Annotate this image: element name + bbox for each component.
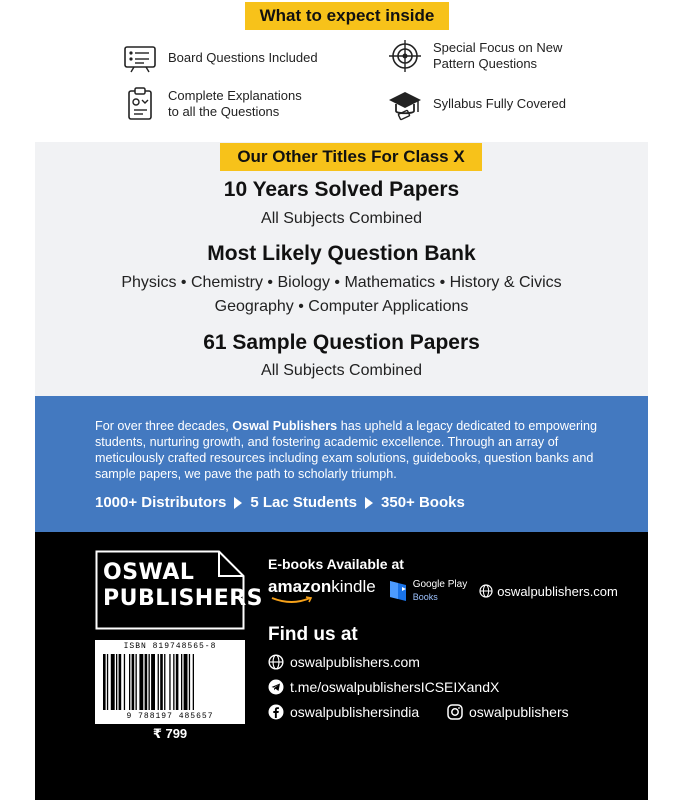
globe-icon: [479, 584, 493, 598]
link-instagram-text: oswalpublishers: [469, 704, 569, 720]
barcode-bar: [149, 654, 150, 710]
isbn-bottom-text: 9 788197 485657: [126, 712, 214, 721]
google-play-books-icon: [388, 579, 408, 603]
about-brand: Oswal Publishers: [232, 419, 338, 433]
feature-syllabus-covered: [387, 86, 566, 122]
google-play-text: Google Play: [412, 579, 468, 590]
facebook-icon: [268, 704, 284, 720]
barcode-bar: [145, 654, 148, 710]
feature-label-line: Pattern Questions: [433, 56, 538, 71]
logo-line: PUBLISHERS: [103, 586, 264, 611]
barcode-bar: [111, 654, 115, 710]
instagram-icon: [447, 704, 463, 720]
stat-distributors: 1000+ Distributors: [95, 494, 227, 511]
title-most-likely: Most Likely Question Bank: [207, 242, 476, 265]
barcode-bar: [158, 654, 159, 710]
barcode-bar: [119, 654, 122, 710]
graduation-cap-icon: [387, 86, 423, 122]
barcode-bar: [169, 654, 170, 710]
link-telegram[interactable]: [268, 679, 499, 695]
barcode-bar: [176, 654, 179, 710]
logo-line: OSWAL: [103, 560, 195, 585]
logo-text: [103, 560, 263, 612]
barcode-bar: [193, 654, 194, 710]
section-heading-what-to-expect: What to expect inside: [245, 2, 449, 30]
section-heading-other-titles: Our Other Titles For Class X: [220, 143, 482, 171]
kindle-text: kindle: [331, 577, 376, 596]
link-facebook-text: oswalpublishersindia: [290, 704, 420, 720]
amazon-text: amazon: [268, 577, 332, 596]
target-crosshair-icon: [387, 38, 423, 74]
triangle-right-icon: [234, 497, 242, 509]
title-subtitle: All Subjects Combined: [261, 362, 422, 379]
globe-icon: [268, 654, 284, 670]
triangle-right-icon: [365, 497, 373, 509]
barcode-bar: [189, 654, 190, 710]
board-checklist-icon: [122, 40, 158, 76]
feature-new-pattern: [387, 38, 562, 74]
barcode-bar: [107, 654, 108, 710]
barcode-bar: [129, 654, 130, 710]
clipboard-explanations-icon: [122, 86, 158, 122]
about-paragraph: [95, 418, 625, 482]
link-instagram[interactable]: [447, 704, 569, 720]
title-10-years: 10 Years Solved Papers: [223, 178, 460, 201]
barcode-bar: [173, 654, 174, 710]
title-subtitle: Physics • Chemistry • Biology • Mathematics • History & Civics: [121, 274, 562, 291]
ebook-stores: [268, 578, 618, 604]
stats-row: [95, 494, 465, 511]
price-label: ₹ 799: [152, 726, 188, 741]
title-subtitle: All Subjects Combined: [261, 210, 422, 227]
about-prefix: For over three decades,: [95, 419, 233, 433]
link-telegram-text: t.me/oswalpublishersICSEIXandX: [290, 679, 500, 695]
feature-board-questions: [122, 40, 318, 76]
title-subtitle: Geography • Computer Applications: [214, 298, 469, 315]
isbn-barcode: [95, 640, 245, 724]
feature-label-line: to all the Questions: [168, 104, 280, 119]
feature-label-line: Complete Explanations: [168, 88, 302, 103]
ebooks-label: E-books Available at: [268, 556, 404, 572]
about-rest: has upheld a legacy dedicated to empowering students, nurturing growth, and fostering academic excellence. Through an array of meticulously crafted resources including exam solutions, guidebooks, question banks and sample papers, we pave the path to scholarly triumph.: [95, 419, 597, 481]
find-us-heading: Find us at: [268, 624, 358, 645]
google-play-books-link[interactable]: [388, 579, 467, 603]
barcode-bar: [184, 654, 188, 710]
amazon-smile-icon: [270, 596, 314, 604]
isbn-top-text: ISBN 819748565-8: [123, 642, 217, 651]
website-text: oswalpublishers.com: [497, 583, 618, 599]
title-sample-papers: 61 Sample Question Papers: [203, 331, 480, 354]
footer-section: [35, 532, 648, 800]
about-section: [35, 396, 648, 532]
books-text: Books: [412, 592, 438, 602]
feature-complete-explanations: [122, 86, 302, 122]
feature-label-line: Special Focus on New: [433, 40, 563, 55]
telegram-icon: [268, 679, 284, 695]
stat-books: 350+ Books: [381, 494, 465, 511]
link-facebook[interactable]: [268, 704, 419, 720]
publisher-logo: [95, 550, 264, 630]
barcode-bar: [139, 654, 143, 710]
link-website-text: oswalpublishers.com: [290, 654, 420, 670]
feature-label-line: Board Questions Included: [168, 50, 318, 65]
barcode-bar: [124, 654, 125, 710]
amazon-kindle-link[interactable]: [268, 578, 376, 604]
barcode-bar: [132, 654, 135, 710]
barcode-bar: [103, 654, 106, 710]
link-website[interactable]: [268, 654, 420, 670]
barcode-bar: [136, 654, 137, 710]
stat-students: 5 Lac Students: [250, 494, 358, 511]
barcode-bar: [181, 654, 182, 710]
website-store-link[interactable]: [479, 584, 618, 599]
feature-label-line: Syllabus Fully Covered: [433, 96, 566, 111]
barcode-bar: [116, 654, 117, 710]
barcode-bar: [160, 654, 163, 710]
barcode-bar: [164, 654, 165, 710]
barcode-bar: [151, 654, 155, 710]
features-section: [0, 0, 683, 142]
